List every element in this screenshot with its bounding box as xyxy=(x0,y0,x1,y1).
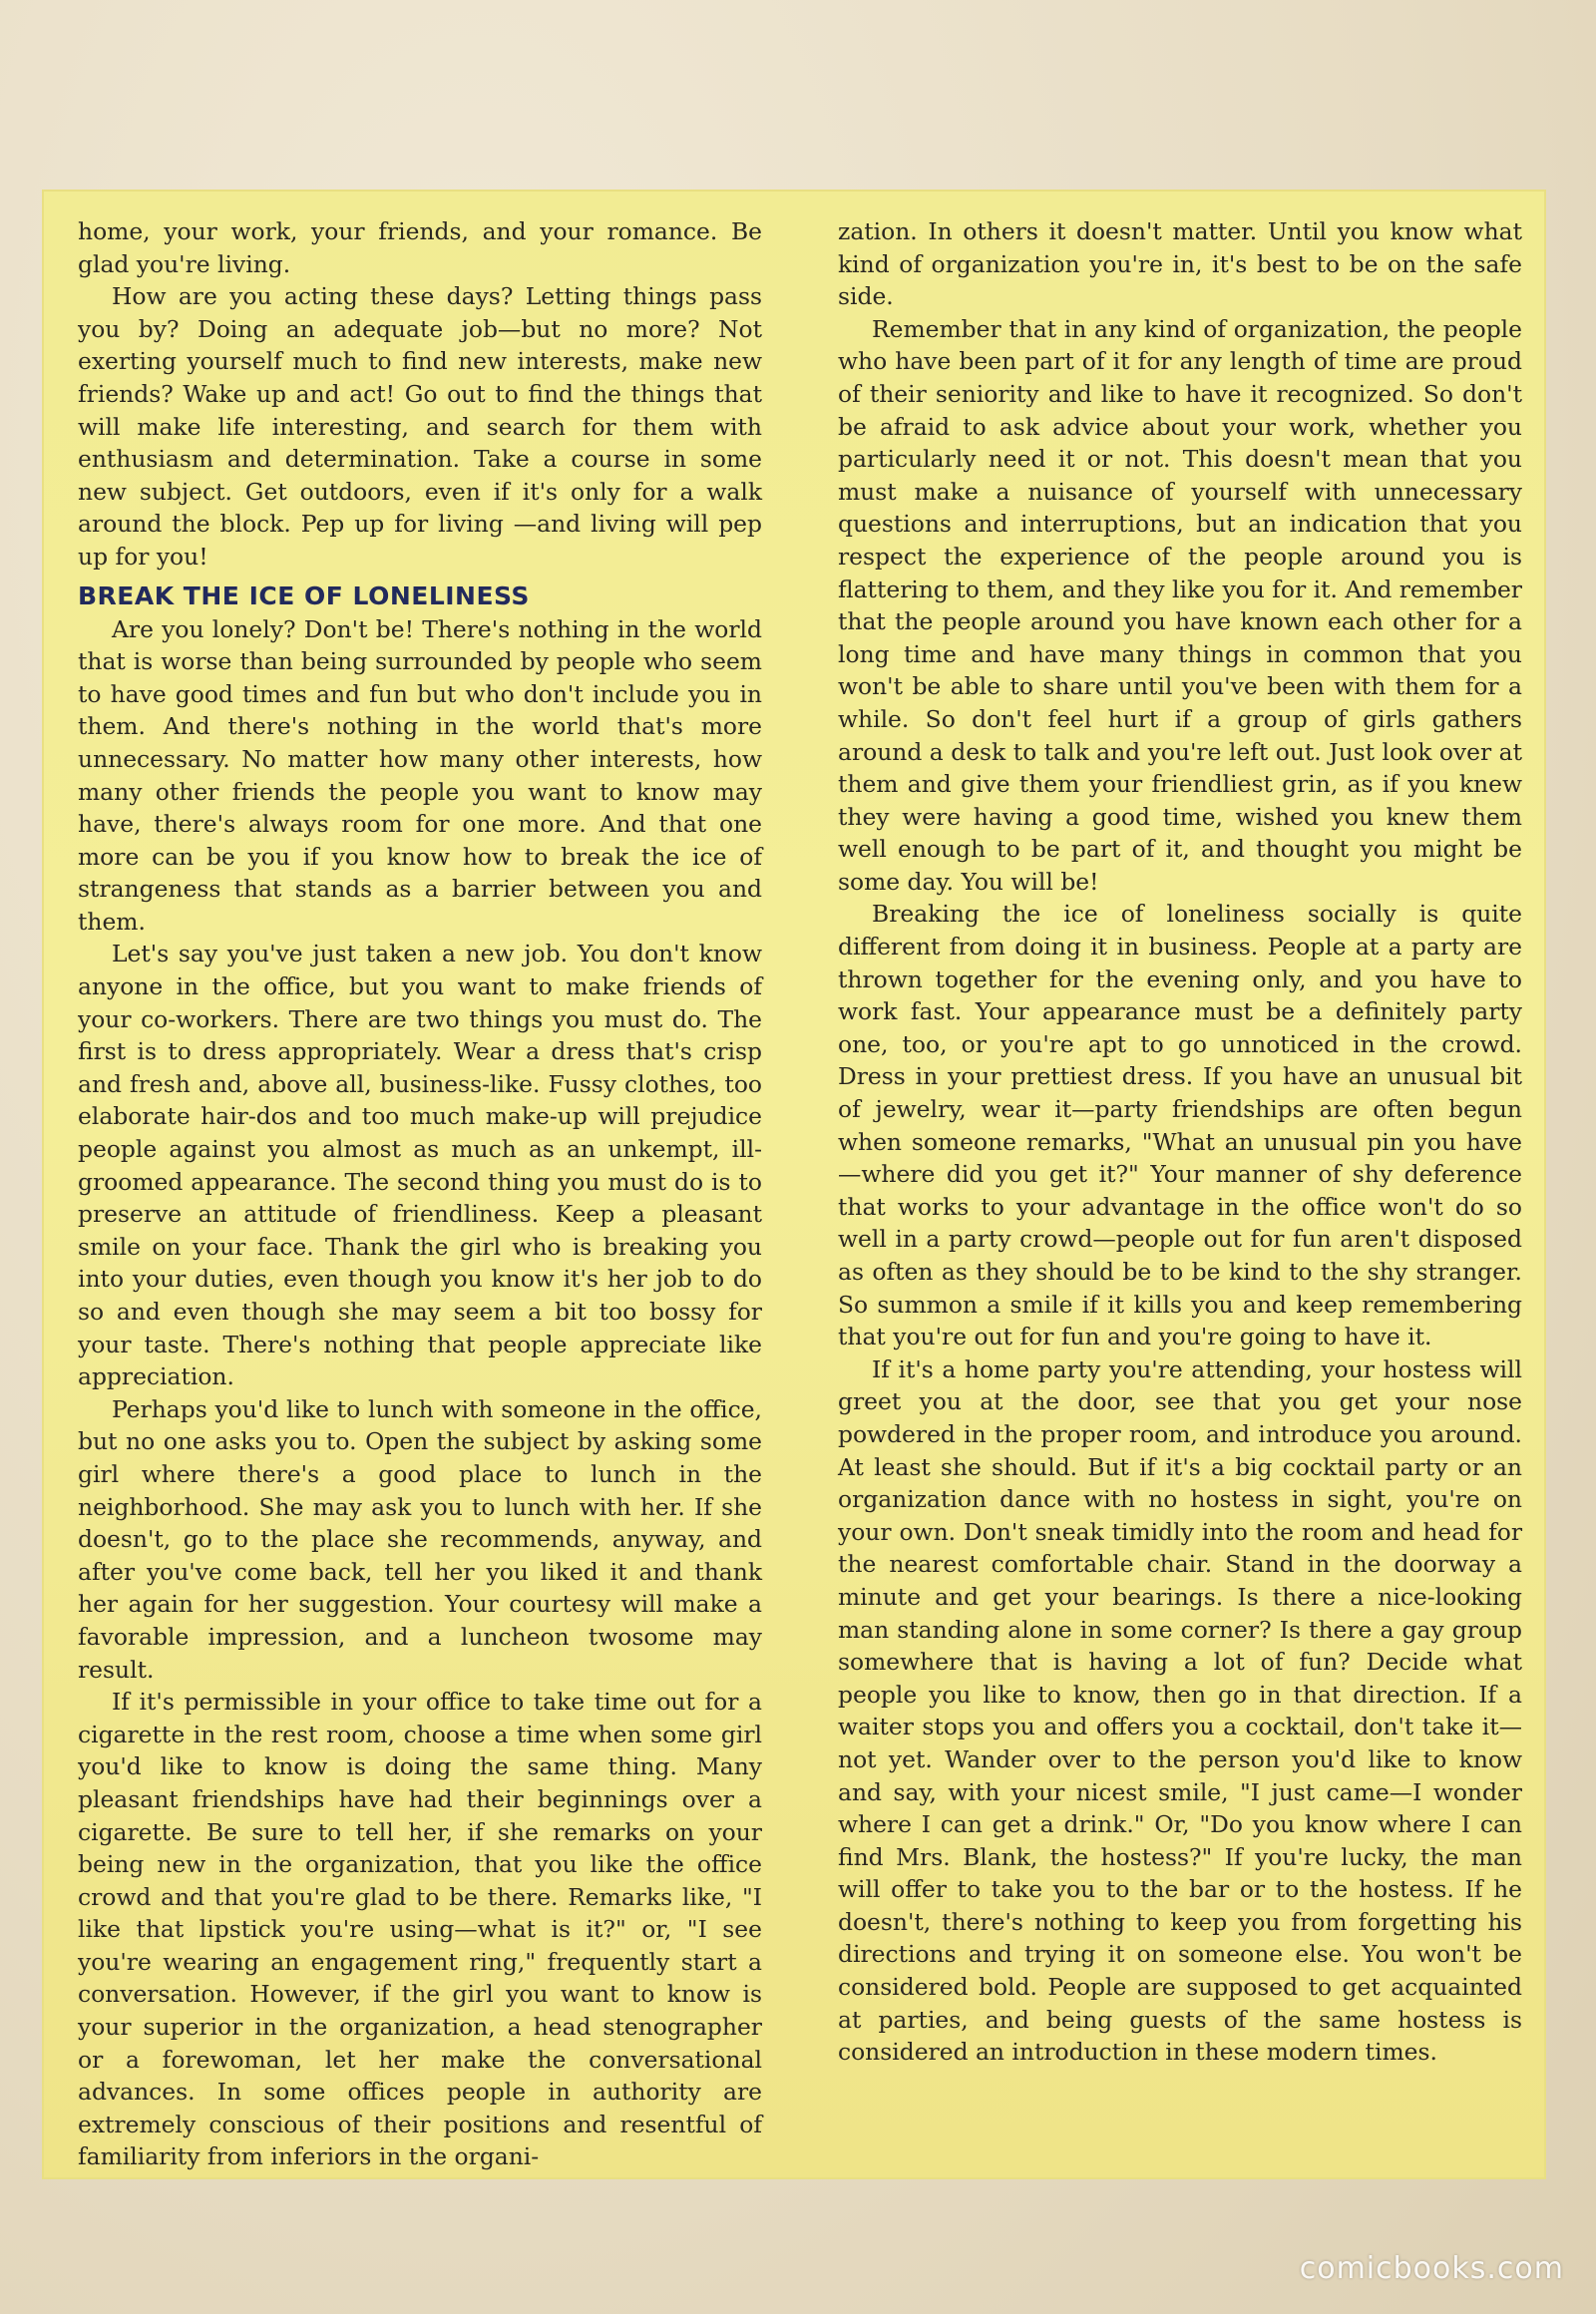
site-watermark: comicbooks.com xyxy=(1299,2251,1564,2286)
paragraph: Breaking the ice of loneliness socially is quite different from doing it in business. People at a party are thrown together for the evening only, and you have to work fast. Your appearance must be a definitely party one, too, or you're apt to go unnoticed in the crowd. Dress in your prettiest dress. If you have an unusual bit of jewelry, wear it—party friendships are often begun when someone remarks, "What an unusual pin you have—where did you get it?" Your manner of shy deference that works to your advantage in the office won't do so well in a party crowd—people out for fun aren't disposed as often as they should be to be kind to the shy stranger. So summon a smile if it kills you and keep remembering that you're out for fun and you're going to have it. xyxy=(838,900,1522,1351)
paragraph: How are you acting these days? Letting things pass you by? Doing an adequate job—but no more? Not exerting yourself much to find new interests, make new friends? Wake up and act! Go out to find the things that will make life interesting, and search for them with enthusiasm and determination. Take a course in some new subject. Get outdoors, even if it's only for a walk around the block. Pep up for living —and living will pep up for you! xyxy=(78,282,762,571)
paragraph: If it's a home party you're attending, your hostess will greet you at the door, see that you get your nose powdered in the proper room, and introduce you around. At least she should. But if it's a big cocktail party or an organization dance with no hostess in sight, you're on your own. Don't sneak timidly into the room and head for the nearest comfortable chair. Stand in the doorway a minute and get your bearings. Is there a nice-looking man standing alone in some corner? Is there a gay group somewhere that is having a lot of fun? Decide what people you like to know, then go in that direction. If a waiter stops you and offers you a cocktail, don't take it—not yet. Wander over to the person you'd like to know and say, with your nicest smile, "I just came—I wonder where I can get a drink." Or, "Do you know where I can find Mrs. Blank, the hostess?" If you're lucky, the man will offer to take you to the bar or to the hostess. If he doesn't, there's nothing to keep you from forgetting his directions and trying it on someone else. You won't be considered bold. People are supposed to get acquainted at parties, and being guests of the same hostess is considered an introduction in these modern times. xyxy=(838,1354,1522,2067)
paragraph: If it's permissible in your office to take time out for a cigarette in the rest room, choose a time when some girl you'd like to know is doing the same thing. Many pleasant friendships have had their beginnings over a cigarette. Be sure to tell her, if she remarks on your being new in the organization, that you like the office crowd and that you're glad to be there. Remarks like, "I like that lipstick you're using—what is it?" or, "I see you're wearing an engagement ring," frequently start a conversation. However, if the girl you want to know is your superior in the organization, a head stenographer or a forewoman, let her make the conversational advances. In some offices people in authority are extremely conscious of their positions and resentful of familiarity from inferiors in the organi- xyxy=(78,1688,762,2171)
article-column-right xyxy=(838,215,1522,2069)
paragraph: Let's say you've just taken a new job. You don't know anyone in the office, but you want to make friends of your co-workers. There are two things you must do. The first is to dress appropriately. Wear a dress that's crisp and fresh and, above all, business-like. Fussy clothes, too elaborate hair-dos and too much make-up will prejudice people against you almost as much as an unkempt, ill-groomed appearance. The second thing you must do is to preserve an attitude of friendliness. Keep a pleasant smile on your face. Thank the girl who is breaking you into your duties, even though you know it's her job to do so and even though she may seem a bit too bossy for your taste. There's nothing that people appreciate like appreciation. xyxy=(78,940,762,1391)
article-column-left xyxy=(78,215,762,2173)
paragraph: zation. In others it doesn't matter. Until you know what kind of organization you're in, it's best to be on the safe side. xyxy=(838,217,1522,311)
paragraph: home, your work, your friends, and your romance. Be glad you're living. xyxy=(78,217,762,278)
section-heading: BREAK THE ICE OF LONELINESS xyxy=(78,580,530,610)
paragraph: Remember that in any kind of organization, the people who have been part of it for any length of time are proud of their seniority and like to have it recognized. So don't be afraid to ask advice about your work, whether you particularly need it or not. This doesn't mean that you must make a nuisance of yourself with unnecessary questions and interruptions, but an indication that you respect the experience of the people around you is flattering to them, and they like you for it. And remember that the people around you have known each other for a long time and have many things in common that you won't be able to share until you've been with them for a while. So don't feel hurt if a group of girls gathers around a desk to talk and you're left out. Just look over at them and give them your friendliest grin, as if you knew they were having a good time, wished you knew them well enough to be part of it, and thought you might be some day. You will be! xyxy=(838,314,1522,896)
paragraph: Perhaps you'd like to lunch with someone in the office, but no one asks you to. Open the subject by asking some girl where there's a good place to lunch in the neighborhood. She may ask you to lunch with her. If she doesn't, go to the place she recommends, anyway, and after you've come back, tell her you liked it and thank her again for her suggestion. Your courtesy will make a favorable impression, and a luncheon twosome may result. xyxy=(78,1394,762,1684)
paragraph: Are you lonely? Don't be! There's nothing in the world that is worse than being surrounded by people who seem to have good times and fun but who don't include you in them. And there's nothing in the world that's more unnecessary. No matter how many other interests, how many other friends the people you want to know may have, there's always room for one more. And that one more can be you if you know how to break the ice of strangeness that stands as a barrier between you and them. xyxy=(78,614,762,936)
